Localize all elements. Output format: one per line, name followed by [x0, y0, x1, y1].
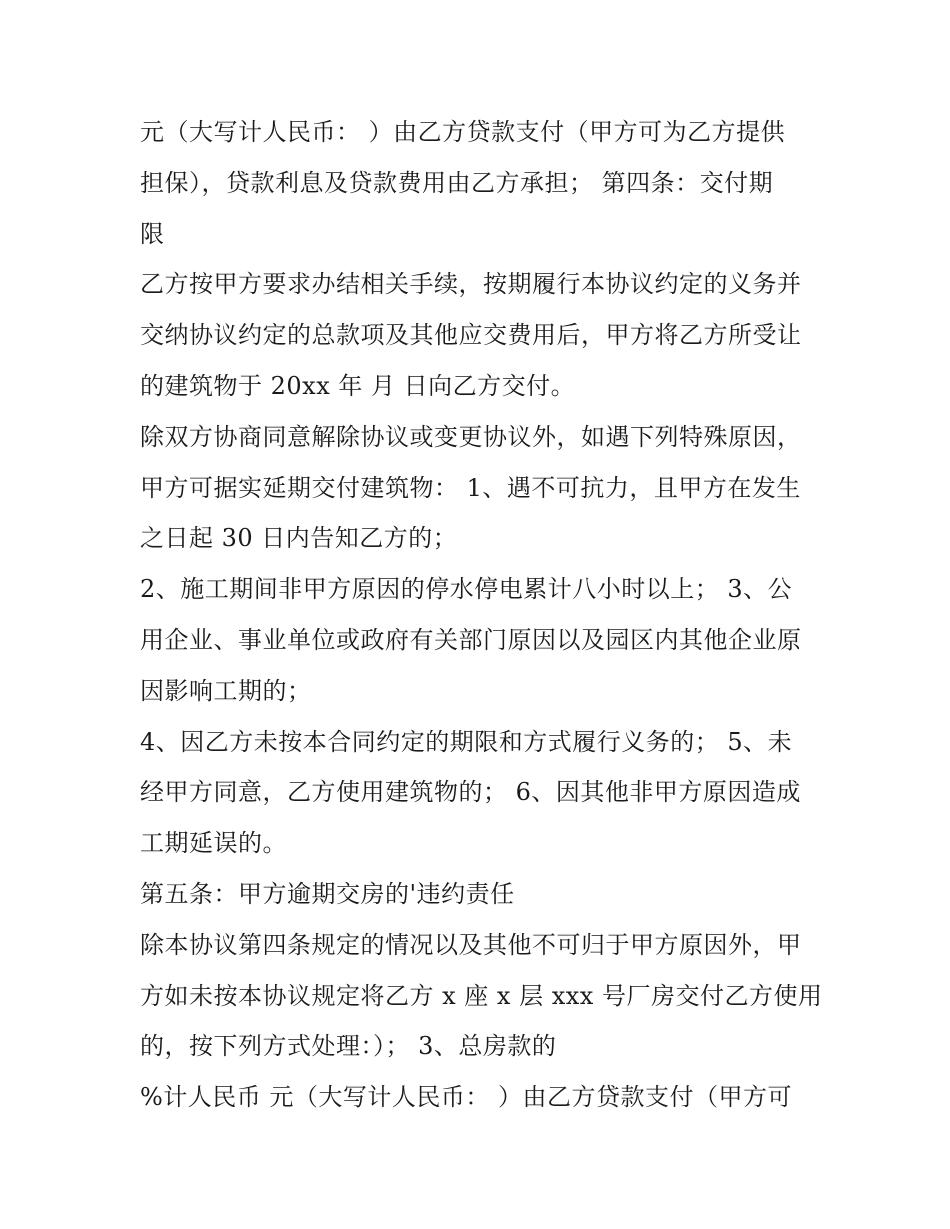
text-line: 乙方按甲方要求办结相关手续，按期履行本协议约定的义务并 [140, 270, 802, 298]
text-line: 除双方协商同意解除协议或变更协议外，如遇下列特殊原因， [140, 423, 802, 451]
section-heading: 第五条：甲方逾期交房的'违约责任 [140, 880, 515, 908]
text-line: 4、因乙方未按本合同约定的期限和方式履行义务的； 5、未 [140, 728, 793, 756]
text-line: 的，按下列方式处理：）； 3、总房款的 [140, 1032, 557, 1060]
text-line: 工期延误的。 [140, 829, 287, 857]
text-line: 经甲方同意，乙方使用建筑物的； 6、因其他非甲方原因造成 [140, 778, 801, 806]
text-line: 限 [140, 220, 165, 248]
text-line: 因影响工期的； [140, 677, 312, 705]
text-line: 元（大写计人民币： ）由乙方贷款支付（甲方可为乙方提供 [140, 118, 786, 146]
text-line: 方如未按本协议规定将乙方 x 座 x 层 xxx 号厂房交付乙方使用 [140, 982, 823, 1010]
text-line: 担保），贷款利息及贷款费用由乙方承担； 第四条：交付期 [140, 169, 774, 197]
text-line: 之日起 30 日内告知乙方的； [140, 524, 458, 552]
text-line: %计人民币 元（大写计人民币： ）由乙方贷款支付（甲方可 [140, 1083, 793, 1111]
text-line: 交纳协议约定的总款项及其他应交费用后，甲方将乙方所受让 [140, 321, 802, 349]
text-line: 2、施工期间非甲方原因的停水停电累计八小时以上； 3、公 [140, 575, 793, 603]
text-line: 甲方可据实延期交付建筑物： 1、遇不可抗力，且甲方在发生 [140, 474, 801, 502]
text-line: 的建筑物于 20xx 年 月 日向乙方交付。 [140, 372, 576, 400]
text-line: 用企业、事业单位或政府有关部门原因以及园区内其他企业原 [140, 626, 802, 654]
text-line: 除本协议第四条规定的情况以及其他不可归于甲方原因外，甲 [140, 931, 802, 959]
